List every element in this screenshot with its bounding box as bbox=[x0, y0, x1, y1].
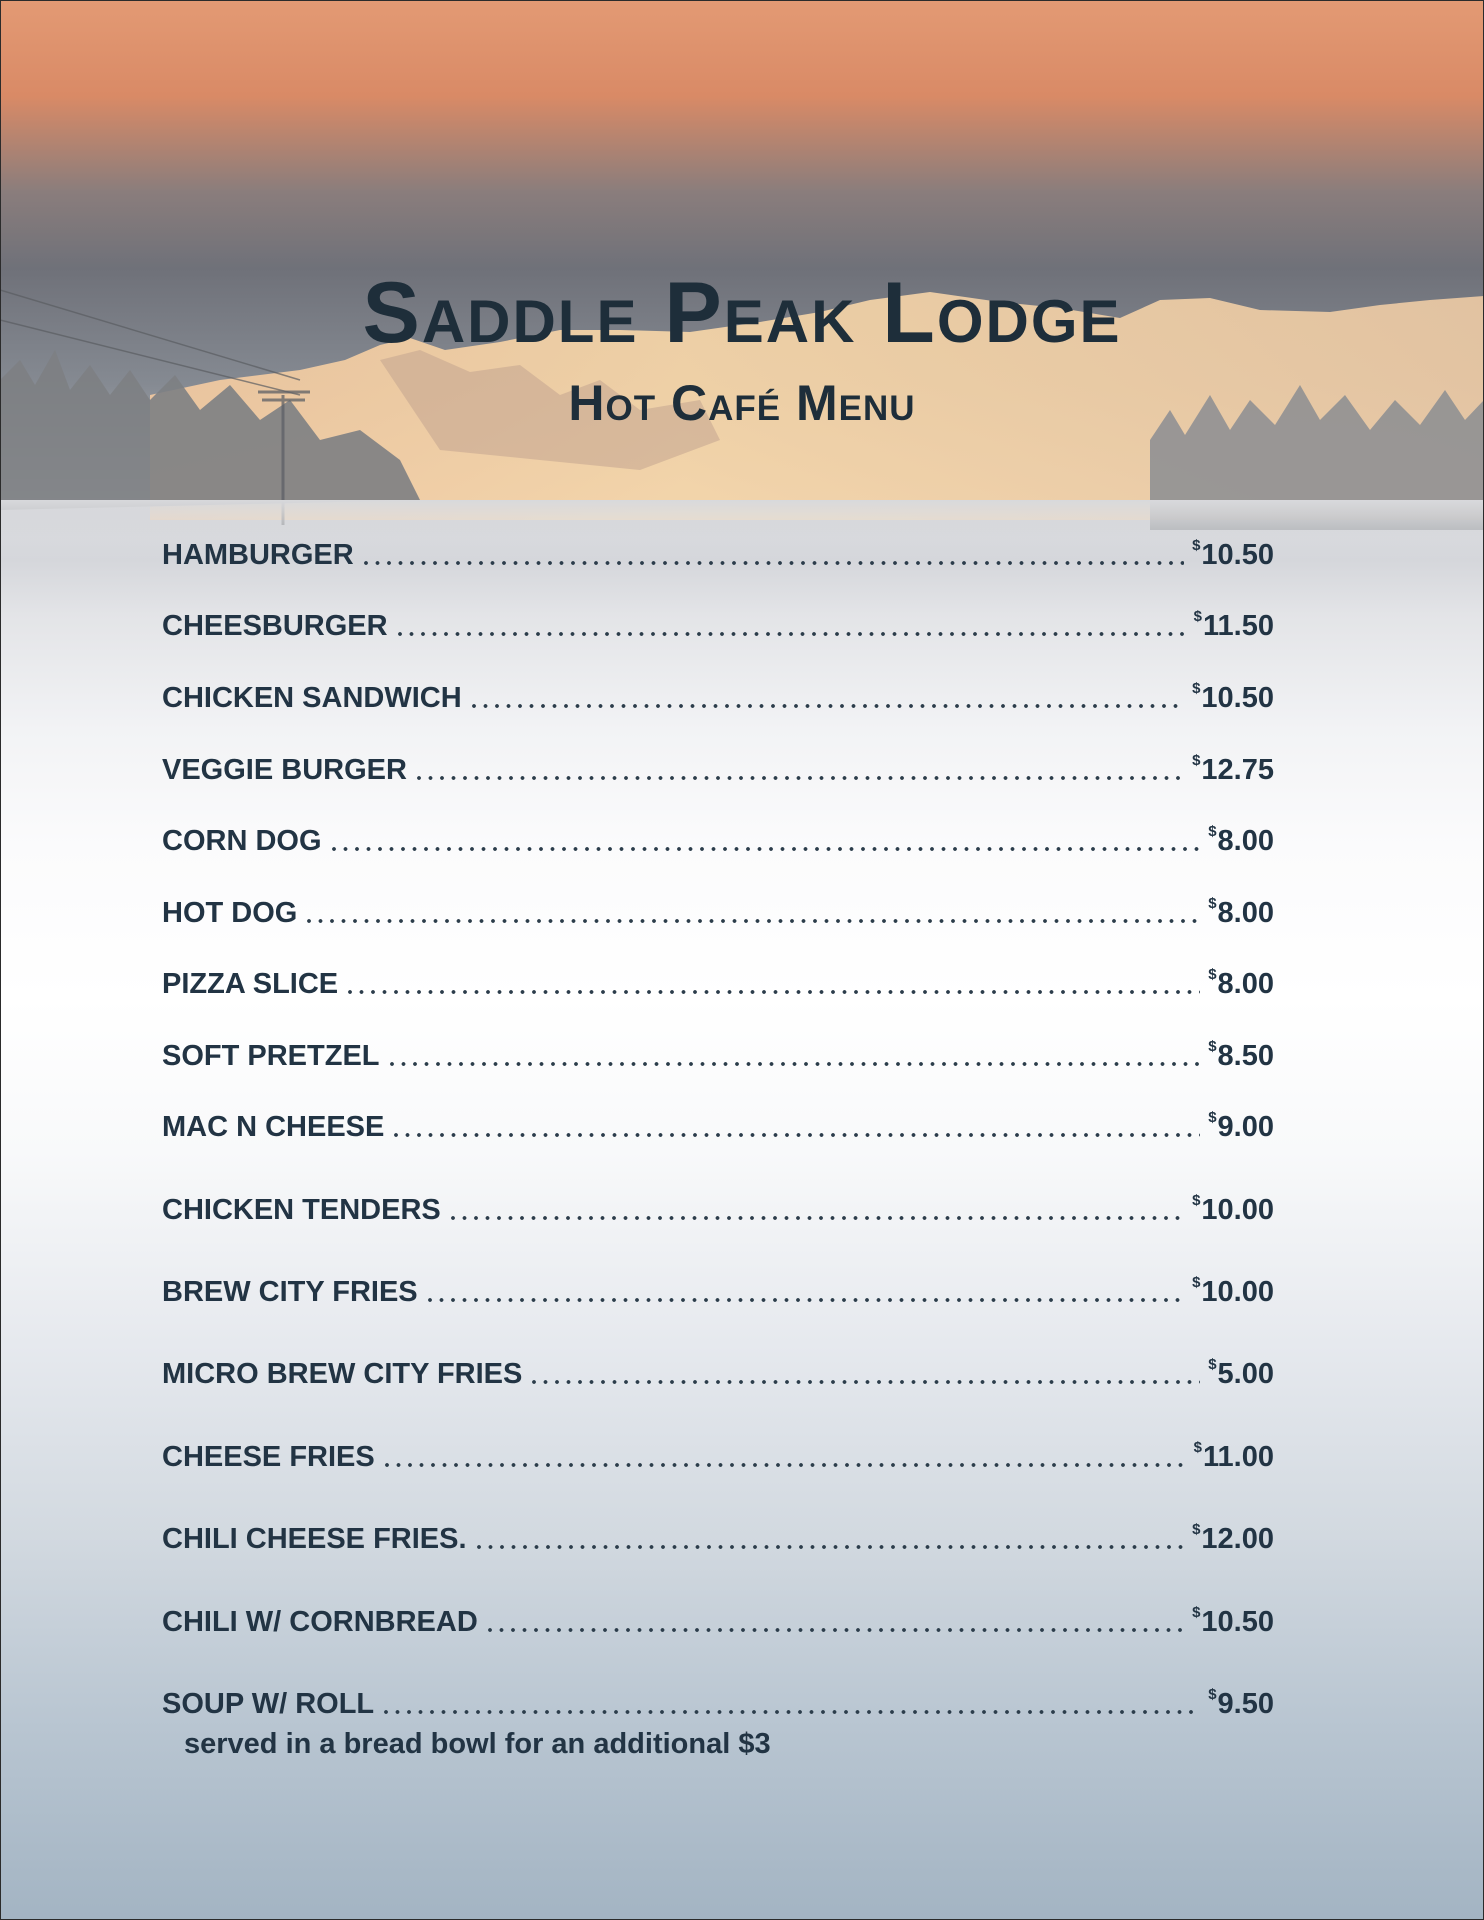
item-price: $9.00 bbox=[1208, 1109, 1274, 1143]
menu-item-veggie-burger bbox=[162, 745, 1274, 785]
item-price: $11.50 bbox=[1193, 608, 1274, 642]
dot-leader bbox=[417, 775, 1184, 781]
menu-item-mac-n-cheese bbox=[162, 1102, 1274, 1142]
item-price: $10.50 bbox=[1192, 680, 1274, 714]
menu-item-hot-dog bbox=[162, 888, 1274, 928]
item-price: $8.00 bbox=[1208, 895, 1274, 929]
item-price: $9.50 bbox=[1208, 1686, 1274, 1720]
item-price: $8.00 bbox=[1208, 823, 1274, 857]
dot-leader bbox=[398, 631, 1186, 637]
menu-subtitle: Hot Café Menu bbox=[568, 375, 916, 431]
menu-item-brew-city-fries bbox=[162, 1267, 1274, 1307]
dot-leader bbox=[385, 1462, 1186, 1468]
dot-leader bbox=[364, 560, 1184, 566]
menu-item-chili-w-cornbread bbox=[162, 1597, 1274, 1637]
item-name: CHICKEN TENDERS bbox=[162, 1194, 441, 1226]
item-name: CHICKEN SANDWICH bbox=[162, 682, 462, 714]
dot-leader bbox=[384, 1709, 1200, 1715]
item-name: MAC N CHEESE bbox=[162, 1111, 385, 1143]
page-title: Saddle Peak Lodge bbox=[362, 265, 1122, 361]
item-price: $8.00 bbox=[1208, 966, 1274, 1000]
dot-leader bbox=[332, 846, 1201, 852]
item-price: $11.00 bbox=[1193, 1439, 1274, 1473]
menu-item-chicken-tenders bbox=[162, 1185, 1274, 1225]
item-name: HAMBURGER bbox=[162, 539, 354, 571]
item-price: $10.00 bbox=[1192, 1192, 1274, 1226]
dot-leader bbox=[428, 1297, 1184, 1303]
bread-bowl-note: served in a bread bowl for an additional $3 bbox=[184, 1728, 771, 1760]
item-price: $12.75 bbox=[1192, 752, 1274, 786]
dot-leader bbox=[472, 703, 1184, 709]
menu-item-cheese-fries bbox=[162, 1432, 1274, 1472]
item-name: BREW CITY FRIES bbox=[162, 1276, 418, 1308]
item-price: $5.00 bbox=[1208, 1356, 1274, 1390]
item-price: $12.00 bbox=[1192, 1521, 1274, 1555]
dot-leader bbox=[348, 989, 1200, 995]
menu-item-corn-dog bbox=[162, 816, 1274, 856]
item-name: CORN DOG bbox=[162, 825, 322, 857]
item-name: SOFT PRETZEL bbox=[162, 1040, 380, 1072]
menu-item-pizza-slice bbox=[162, 959, 1274, 999]
item-price: $10.00 bbox=[1192, 1274, 1274, 1308]
menu-item-hamburger bbox=[162, 530, 1274, 570]
item-name: CHEESBURGER bbox=[162, 610, 388, 642]
menu-item-micro-brew-city-fries bbox=[162, 1349, 1274, 1389]
item-price: $10.50 bbox=[1192, 1604, 1274, 1638]
dot-leader bbox=[532, 1379, 1200, 1385]
dot-leader bbox=[477, 1544, 1185, 1550]
menu-item-chili-cheese-fries bbox=[162, 1514, 1274, 1554]
menu-item-soft-pretzel bbox=[162, 1031, 1274, 1071]
item-name: PIZZA SLICE bbox=[162, 968, 339, 1000]
item-name: CHEESE FRIES bbox=[162, 1441, 375, 1473]
item-name: CHILI W/ CORNBREAD bbox=[162, 1606, 478, 1638]
item-name: CHILI CHEESE FRIES. bbox=[162, 1523, 467, 1555]
dot-leader bbox=[390, 1061, 1201, 1067]
item-price: $10.50 bbox=[1192, 537, 1274, 571]
item-name: MICRO BREW CITY FRIES bbox=[162, 1358, 523, 1390]
item-name: SOUP W/ ROLL bbox=[162, 1688, 375, 1720]
item-name: VEGGIE BURGER bbox=[162, 754, 407, 786]
dot-leader bbox=[488, 1627, 1184, 1633]
menu-item-soup-w-roll bbox=[162, 1679, 1274, 1719]
menu-item-cheesburger bbox=[162, 601, 1274, 641]
dot-leader bbox=[307, 918, 1200, 924]
menu-item-chicken-sandwich bbox=[162, 673, 1274, 713]
dot-leader bbox=[451, 1215, 1184, 1221]
dot-leader bbox=[394, 1132, 1200, 1138]
item-price: $8.50 bbox=[1208, 1038, 1274, 1072]
item-name: HOT DOG bbox=[162, 897, 298, 929]
